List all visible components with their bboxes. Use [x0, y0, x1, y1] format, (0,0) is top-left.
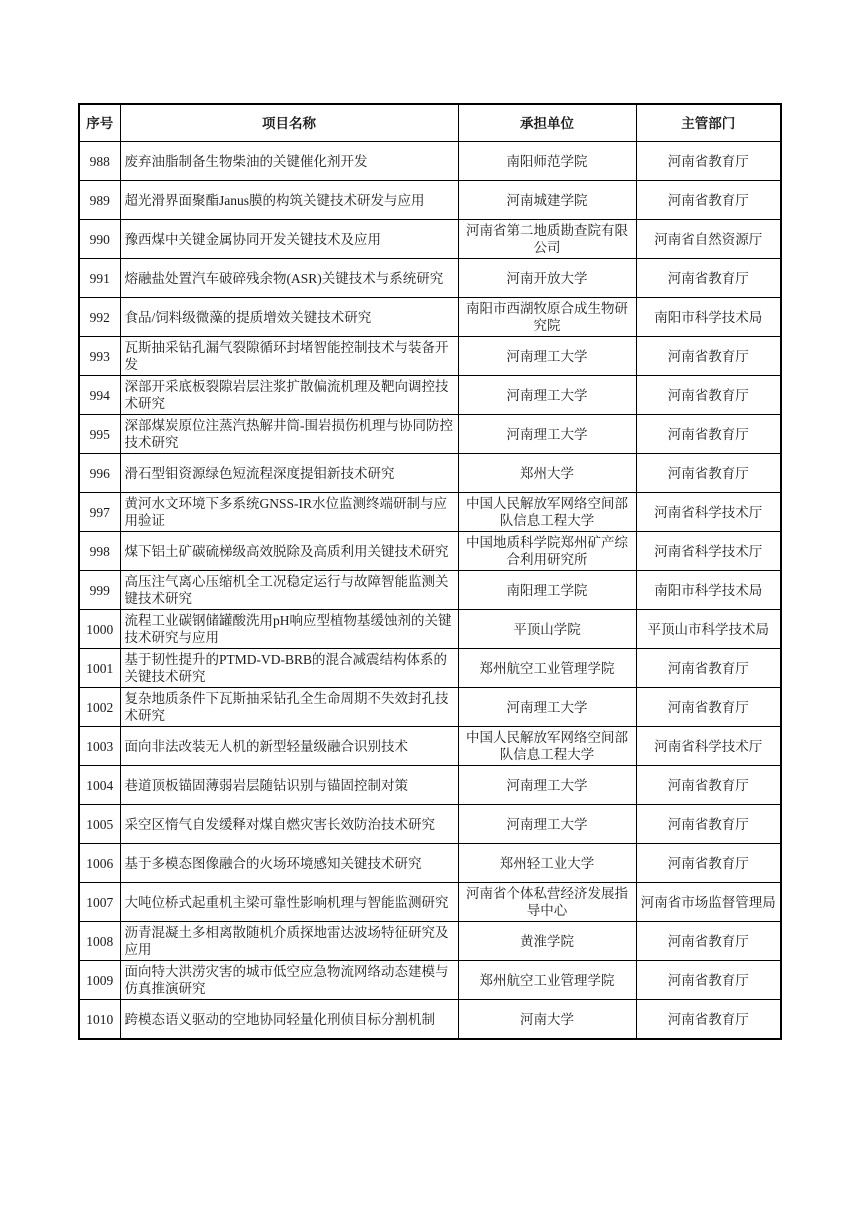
- unit-cell: 中国人民解放军网络空间部队信息工程大学: [458, 493, 636, 532]
- table-row: [79, 337, 781, 376]
- unit-cell: 中国人民解放军网络空间部队信息工程大学: [458, 727, 636, 766]
- table-row: [79, 454, 781, 493]
- table-row: [79, 688, 781, 727]
- project-name-cell: 沥青混凝土多相离散随机介质探地雷达波场特征研究及应用: [120, 922, 458, 961]
- table-row: [79, 181, 781, 220]
- project-name-cell: 深部开采底板裂隙岩层注浆扩散偏流机理及靶向调控技术研究: [120, 376, 458, 415]
- project-name-cell: 食品/饲料级微藻的提质增效关键技术研究: [120, 298, 458, 337]
- project-name-cell: 基于韧性提升的PTMD-VD-BRB的混合减震结构体系的关键技术研究: [120, 649, 458, 688]
- unit-cell: 河南城建学院: [458, 181, 636, 220]
- department-cell: 河南省教育厅: [636, 805, 781, 844]
- unit-cell: 南阳市西湖牧原合成生物研究院: [458, 298, 636, 337]
- project-name-cell: 复杂地质条件下瓦斯抽采钻孔全生命周期不失效封孔技术研究: [120, 688, 458, 727]
- department-cell: 南阳市科学技术局: [636, 298, 781, 337]
- table-row: [79, 649, 781, 688]
- serial-number-cell: 990: [79, 220, 120, 259]
- table-row: [79, 766, 781, 805]
- department-cell: 南阳市科学技术局: [636, 571, 781, 610]
- unit-cell: 河南理工大学: [458, 415, 636, 454]
- project-name-cell: 大吨位桥式起重机主梁可靠性影响机理与智能监测研究: [120, 883, 458, 922]
- unit-cell: 郑州航空工业管理学院: [458, 649, 636, 688]
- serial-number-cell: 1007: [79, 883, 120, 922]
- header-undertaking-unit: 承担单位: [458, 104, 636, 142]
- serial-number-cell: 1000: [79, 610, 120, 649]
- department-cell: 河南省教育厅: [636, 376, 781, 415]
- header-project-name: 项目名称: [120, 104, 458, 142]
- serial-number-cell: 989: [79, 181, 120, 220]
- project-name-cell: 跨模态语义驱动的空地协同轻量化刑侦目标分割机制: [120, 1000, 458, 1040]
- project-name-cell: 面向特大洪涝灾害的城市低空应急物流网络动态建模与仿真推演研究: [120, 961, 458, 1000]
- department-cell: 河南省教育厅: [636, 259, 781, 298]
- department-cell: 河南省科学技术厅: [636, 493, 781, 532]
- serial-number-cell: 996: [79, 454, 120, 493]
- department-cell: 平顶山市科学技术局: [636, 610, 781, 649]
- unit-cell: 郑州轻工业大学: [458, 844, 636, 883]
- department-cell: 河南省教育厅: [636, 649, 781, 688]
- serial-number-cell: 988: [79, 142, 120, 181]
- header-supervising-department: 主管部门: [636, 104, 781, 142]
- project-name-cell: 流程工业碳钢储罐酸洗用pH响应型植物基缓蚀剂的关键技术研究与应用: [120, 610, 458, 649]
- serial-number-cell: 999: [79, 571, 120, 610]
- table-row: [79, 532, 781, 571]
- table-row: [79, 298, 781, 337]
- department-cell: 河南省教育厅: [636, 181, 781, 220]
- table-row: [79, 571, 781, 610]
- department-cell: 河南省教育厅: [636, 688, 781, 727]
- department-cell: 河南省教育厅: [636, 766, 781, 805]
- project-name-cell: 高压注气离心压缩机全工况稳定运行与故障智能监测关键技术研究: [120, 571, 458, 610]
- project-name-cell: 煤下铝土矿碳硫梯级高效脱除及高质利用关键技术研究: [120, 532, 458, 571]
- project-name-cell: 巷道顶板锚固薄弱岩层随钻识别与锚固控制对策: [120, 766, 458, 805]
- serial-number-cell: 1006: [79, 844, 120, 883]
- table-row: [79, 493, 781, 532]
- department-cell: 河南省教育厅: [636, 454, 781, 493]
- department-cell: 河南省教育厅: [636, 337, 781, 376]
- serial-number-cell: 1010: [79, 1000, 120, 1040]
- unit-cell: 河南开放大学: [458, 259, 636, 298]
- department-cell: 河南省教育厅: [636, 844, 781, 883]
- department-cell: 河南省教育厅: [636, 922, 781, 961]
- serial-number-cell: 1002: [79, 688, 120, 727]
- serial-number-cell: 993: [79, 337, 120, 376]
- department-cell: 河南省教育厅: [636, 142, 781, 181]
- serial-number-cell: 995: [79, 415, 120, 454]
- header-serial-number: 序号: [79, 104, 120, 142]
- serial-number-cell: 1009: [79, 961, 120, 1000]
- unit-cell: 河南理工大学: [458, 766, 636, 805]
- project-name-cell: 黄河水文环境下多系统GNSS-IR水位监测终端研制与应用验证: [120, 493, 458, 532]
- unit-cell: 河南省个体私营经济发展指导中心: [458, 883, 636, 922]
- serial-number-cell: 992: [79, 298, 120, 337]
- table-row: [79, 415, 781, 454]
- project-name-cell: 深部煤炭原位注蒸汽热解井筒-围岩损伤机理与协同防控技术研究: [120, 415, 458, 454]
- table-row: [79, 844, 781, 883]
- department-cell: 河南省科学技术厅: [636, 532, 781, 571]
- unit-cell: 河南理工大学: [458, 805, 636, 844]
- serial-number-cell: 1005: [79, 805, 120, 844]
- unit-cell: 黄淮学院: [458, 922, 636, 961]
- project-name-cell: 豫西煤中关键金属协同开发关键技术及应用: [120, 220, 458, 259]
- table-body: [79, 142, 781, 1040]
- unit-cell: 郑州大学: [458, 454, 636, 493]
- project-name-cell: 滑石型钼资源绿色短流程深度提钼新技术研究: [120, 454, 458, 493]
- table-row: [79, 1000, 781, 1040]
- table-row: [79, 922, 781, 961]
- serial-number-cell: 994: [79, 376, 120, 415]
- department-cell: 河南省教育厅: [636, 415, 781, 454]
- unit-cell: 南阳师范学院: [458, 142, 636, 181]
- table-row: [79, 259, 781, 298]
- unit-cell: 河南理工大学: [458, 337, 636, 376]
- serial-number-cell: 1003: [79, 727, 120, 766]
- project-name-cell: 采空区惰气自发缓释对煤自燃灾害长效防治技术研究: [120, 805, 458, 844]
- department-cell: 河南省市场监督管理局: [636, 883, 781, 922]
- unit-cell: 南阳理工学院: [458, 571, 636, 610]
- project-name-cell: 超光滑界面聚酯Janus膜的构筑关键技术研发与应用: [120, 181, 458, 220]
- table-row: [79, 610, 781, 649]
- project-name-cell: 基于多模态图像融合的火场环境感知关键技术研究: [120, 844, 458, 883]
- unit-cell: 河南省第二地质勘查院有限公司: [458, 220, 636, 259]
- unit-cell: 中国地质科学院郑州矿产综合利用研究所: [458, 532, 636, 571]
- projects-table: [78, 103, 782, 1040]
- unit-cell: 河南理工大学: [458, 376, 636, 415]
- project-name-cell: 面向非法改装无人机的新型轻量级融合识别技术: [120, 727, 458, 766]
- table-row: [79, 727, 781, 766]
- unit-cell: 河南理工大学: [458, 688, 636, 727]
- table-row: [79, 805, 781, 844]
- table-row: [79, 961, 781, 1000]
- department-cell: 河南省科学技术厅: [636, 727, 781, 766]
- serial-number-cell: 997: [79, 493, 120, 532]
- project-name-cell: 废弃油脂制备生物柴油的关键催化剂开发: [120, 142, 458, 181]
- table-header-row: [79, 104, 781, 142]
- table-row: [79, 142, 781, 181]
- project-name-cell: 瓦斯抽采钻孔漏气裂隙循环封堵智能控制技术与装备开发: [120, 337, 458, 376]
- table-row: [79, 376, 781, 415]
- table-row: [79, 883, 781, 922]
- unit-cell: 郑州航空工业管理学院: [458, 961, 636, 1000]
- serial-number-cell: 998: [79, 532, 120, 571]
- unit-cell: 河南大学: [458, 1000, 636, 1040]
- serial-number-cell: 991: [79, 259, 120, 298]
- table-row: [79, 220, 781, 259]
- serial-number-cell: 1004: [79, 766, 120, 805]
- department-cell: 河南省自然资源厅: [636, 220, 781, 259]
- department-cell: 河南省教育厅: [636, 1000, 781, 1040]
- unit-cell: 平顶山学院: [458, 610, 636, 649]
- department-cell: 河南省教育厅: [636, 961, 781, 1000]
- serial-number-cell: 1008: [79, 922, 120, 961]
- serial-number-cell: 1001: [79, 649, 120, 688]
- project-name-cell: 熔融盐处置汽车破碎残余物(ASR)关键技术与系统研究: [120, 259, 458, 298]
